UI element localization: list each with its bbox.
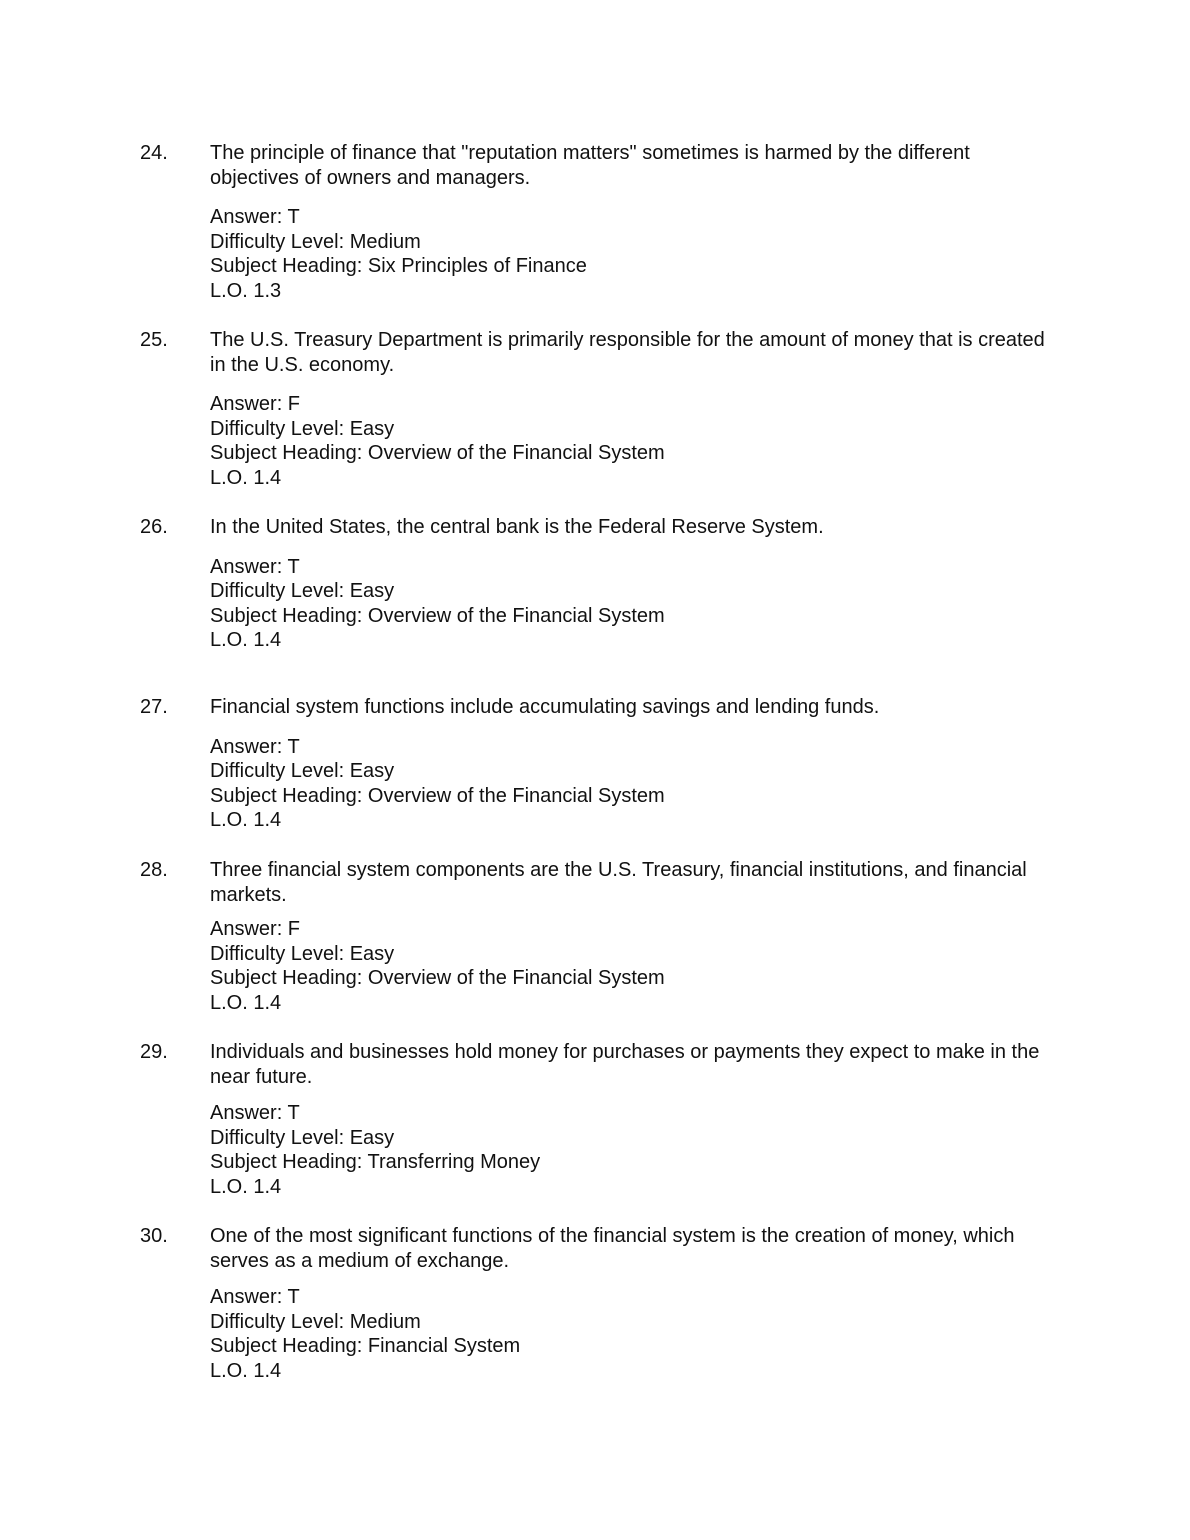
question-number: 30. xyxy=(140,1225,168,1247)
question-meta xyxy=(210,555,1060,653)
question-text: Individuals and businesses hold money for purchases or payments they expect to make in the near future. xyxy=(210,1041,1040,1088)
question-text: Financial system functions include accumulating savings and lending funds. xyxy=(210,696,880,718)
learning-objective-line: L.O. 1.4 xyxy=(210,629,282,651)
question-item xyxy=(140,141,1060,303)
difficulty-line: Difficulty Level: Easy xyxy=(210,580,395,602)
answer-line: Answer: T xyxy=(210,1102,300,1124)
question-number: 27. xyxy=(140,696,168,718)
answer-line: Answer: T xyxy=(210,555,300,578)
subject-heading-line: Subject Heading: Six Principles of Finance xyxy=(210,255,587,277)
question-number: 29. xyxy=(140,1041,168,1063)
subject-heading-line: Subject Heading: Overview of the Financial System xyxy=(210,784,665,807)
subject-heading-line: Subject Heading: Financial System xyxy=(210,1335,521,1357)
difficulty-line: Difficulty Level: Easy xyxy=(210,417,395,440)
question-text: Three financial system components are the U.S. Treasury, financial institutions, and financial markets. xyxy=(210,859,1027,906)
question-item xyxy=(140,515,1060,653)
question-meta xyxy=(210,1285,1060,1383)
question-text: The principle of finance that "reputation matters" sometimes is harmed by the different objectives of owners and managers. xyxy=(210,142,970,189)
answer-line: Answer: F xyxy=(210,918,301,940)
question-number: 26. xyxy=(140,516,168,538)
learning-objective-line: L.O. 1.4 xyxy=(210,809,282,831)
difficulty-line: Difficulty Level: Easy xyxy=(210,760,395,782)
question-meta xyxy=(210,1101,1060,1199)
subject-heading-line: Subject Heading: Overview of the Financial System xyxy=(210,442,665,464)
question-item xyxy=(140,1040,1060,1199)
subject-heading-line: Subject Heading: Overview of the Financial System xyxy=(210,967,665,989)
answer-line: Answer: T xyxy=(210,735,300,758)
subject-heading-line: Subject Heading: Overview of the Financial System xyxy=(210,604,665,627)
difficulty-line: Difficulty Level: Easy xyxy=(210,1126,395,1149)
learning-objective-line: L.O. 1.4 xyxy=(210,466,282,489)
question-number: 28. xyxy=(140,859,168,881)
question-text: One of the most significant functions of the financial system is the creation of money, which serves as a medium of exchange. xyxy=(210,1225,1015,1272)
question-item xyxy=(140,858,1060,1015)
difficulty-line: Difficulty Level: Easy xyxy=(210,942,395,965)
question-item xyxy=(140,328,1060,490)
question-text: The U.S. Treasury Department is primarily responsible for the amount of money that is created in the U.S. economy. xyxy=(210,329,1045,376)
answer-line: Answer: T xyxy=(210,206,300,228)
learning-objective-line: L.O. 1.4 xyxy=(210,991,282,1014)
learning-objective-line: L.O. 1.3 xyxy=(210,279,282,302)
difficulty-line: Difficulty Level: Medium xyxy=(210,230,421,253)
difficulty-line: Difficulty Level: Medium xyxy=(210,1310,421,1333)
question-item xyxy=(140,1224,1060,1383)
subject-heading-line: Subject Heading: Transferring Money xyxy=(210,1151,541,1173)
answer-line: Answer: T xyxy=(210,1286,300,1308)
learning-objective-line: L.O. 1.4 xyxy=(210,1359,282,1382)
question-text: In the United States, the central bank is the Federal Reserve System. xyxy=(210,516,824,538)
question-meta xyxy=(210,392,1060,490)
question-meta xyxy=(210,205,1060,303)
question-number: 25. xyxy=(140,329,168,351)
learning-objective-line: L.O. 1.4 xyxy=(210,1175,282,1198)
question-meta xyxy=(210,735,1060,833)
question-item xyxy=(140,695,1060,833)
question-meta xyxy=(210,917,1060,1015)
question-number: 24. xyxy=(140,142,168,164)
answer-line: Answer: F xyxy=(210,393,301,415)
